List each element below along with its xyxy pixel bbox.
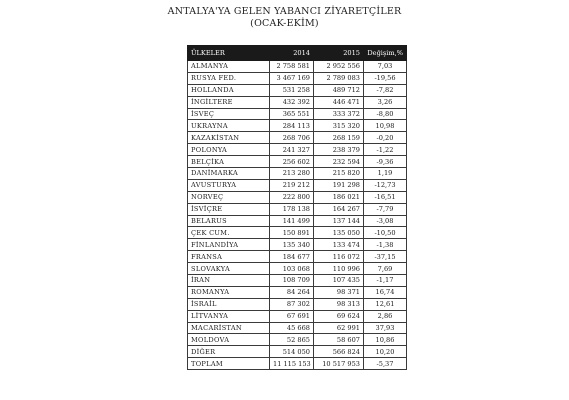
cell-2015: 135 050 xyxy=(314,227,364,239)
cell-change: -8,80 xyxy=(364,108,407,120)
cell-country: SLOVAKYA xyxy=(188,263,270,275)
table-row xyxy=(188,203,407,215)
cell-2015: 566 824 xyxy=(314,346,364,358)
title-line-period: (OCAK-EKİM) xyxy=(250,18,319,29)
table-row xyxy=(188,298,407,310)
cell-2014: 87 302 xyxy=(270,298,314,310)
cell-country: AVUSTURYA xyxy=(188,179,270,191)
cell-2015: 268 159 xyxy=(314,132,364,144)
cell-change: -7,79 xyxy=(364,203,407,215)
cell-2014: 184 677 xyxy=(270,251,314,263)
cell-2015: 2 952 556 xyxy=(314,61,364,73)
cell-change: -5,37 xyxy=(364,358,407,370)
header-change: Değişim,% xyxy=(364,46,407,61)
table-row xyxy=(188,286,407,298)
table-row xyxy=(188,215,407,227)
cell-2014: 514 050 xyxy=(270,346,314,358)
cell-2015: 107 435 xyxy=(314,275,364,287)
cell-change: -10,50 xyxy=(364,227,407,239)
cell-country: FİNLANDİYA xyxy=(188,239,270,251)
cell-change: -12,73 xyxy=(364,179,407,191)
cell-change: 7,03 xyxy=(364,61,407,73)
cell-change: -37,15 xyxy=(364,251,407,263)
table-row xyxy=(188,96,407,108)
cell-2015: 10 517 953 xyxy=(314,358,364,370)
cell-country: MACARİSTAN xyxy=(188,322,270,334)
cell-2014: 108 709 xyxy=(270,275,314,287)
cell-2015: 215 820 xyxy=(314,168,364,180)
header-year-2015: 2015 xyxy=(314,46,364,61)
cell-change: 12,61 xyxy=(364,298,407,310)
cell-country: İRAN xyxy=(188,275,270,287)
cell-change: -0,20 xyxy=(364,132,407,144)
cell-country: İNGİLTERE xyxy=(188,96,270,108)
cell-change: 2,86 xyxy=(364,310,407,322)
table-row xyxy=(188,251,407,263)
cell-2015: 315 320 xyxy=(314,120,364,132)
cell-2014: 135 340 xyxy=(270,239,314,251)
cell-country: FRANSA xyxy=(188,251,270,263)
title-line-main: ANTALYA'YA GELEN YABANCI ZİYARETÇİLER xyxy=(167,6,402,17)
cell-2014: 103 068 xyxy=(270,263,314,275)
cell-change: 10,20 xyxy=(364,346,407,358)
cell-2014: 3 467 169 xyxy=(270,72,314,84)
cell-2015: 191 298 xyxy=(314,179,364,191)
cell-change: 10,98 xyxy=(364,120,407,132)
cell-change: -9,36 xyxy=(364,156,407,168)
table-row xyxy=(188,346,407,358)
cell-2014: 241 327 xyxy=(270,144,314,156)
table-header xyxy=(188,46,407,61)
cell-change: -16,51 xyxy=(364,191,407,203)
cell-2014: 432 392 xyxy=(270,96,314,108)
cell-country: POLONYA xyxy=(188,144,270,156)
cell-2014: 52 865 xyxy=(270,334,314,346)
table-row xyxy=(188,132,407,144)
table-row xyxy=(188,191,407,203)
table-row xyxy=(188,239,407,251)
cell-2014: 84 264 xyxy=(270,286,314,298)
cell-2014: 213 280 xyxy=(270,168,314,180)
table-row xyxy=(188,179,407,191)
cell-2015: 186 021 xyxy=(314,191,364,203)
cell-country: DİĞER xyxy=(188,346,270,358)
cell-country: LİTVANYA xyxy=(188,310,270,322)
table-row xyxy=(188,84,407,96)
table-row xyxy=(188,168,407,180)
table-row xyxy=(188,263,407,275)
table-row xyxy=(188,310,407,322)
cell-2014: 45 668 xyxy=(270,322,314,334)
header-countries: ÜLKELER xyxy=(188,46,270,61)
cell-2014: 268 706 xyxy=(270,132,314,144)
cell-change: 37,93 xyxy=(364,322,407,334)
cell-change: -1,22 xyxy=(364,144,407,156)
cell-2014: 141 499 xyxy=(270,215,314,227)
table-row xyxy=(188,322,407,334)
cell-country: DANİMARKA xyxy=(188,168,270,180)
cell-country: RUSYA FED. xyxy=(188,72,270,84)
cell-2015: 98 371 xyxy=(314,286,364,298)
header-year-2014: 2014 xyxy=(270,46,314,61)
cell-2014: 219 212 xyxy=(270,179,314,191)
cell-country: NORVEÇ xyxy=(188,191,270,203)
cell-2015: 2 789 083 xyxy=(314,72,364,84)
cell-country: İSVİÇRE xyxy=(188,203,270,215)
cell-2015: 133 474 xyxy=(314,239,364,251)
cell-2015: 446 471 xyxy=(314,96,364,108)
cell-change: 10,86 xyxy=(364,334,407,346)
cell-2014: 11 115 153 xyxy=(270,358,314,370)
cell-change: -1,17 xyxy=(364,275,407,287)
cell-2015: 69 624 xyxy=(314,310,364,322)
cell-change: 1,19 xyxy=(364,168,407,180)
cell-country: ROMANYA xyxy=(188,286,270,298)
cell-country: UKRAYNA xyxy=(188,120,270,132)
cell-2015: 58 607 xyxy=(314,334,364,346)
cell-change: 7,69 xyxy=(364,263,407,275)
cell-change: -1,38 xyxy=(364,239,407,251)
cell-2014: 256 602 xyxy=(270,156,314,168)
table-row xyxy=(188,61,407,73)
cell-2014: 531 258 xyxy=(270,84,314,96)
cell-country: KAZAKİSTAN xyxy=(188,132,270,144)
cell-change: 16,74 xyxy=(364,286,407,298)
cell-country: ALMANYA xyxy=(188,61,270,73)
cell-country: BELÇİKA xyxy=(188,156,270,168)
visitor-statistics-table xyxy=(187,45,407,370)
cell-country: HOLLANDA xyxy=(188,84,270,96)
cell-2014: 284 113 xyxy=(270,120,314,132)
cell-2015: 98 313 xyxy=(314,298,364,310)
table-row xyxy=(188,358,407,370)
table-body xyxy=(188,61,407,370)
cell-2015: 62 991 xyxy=(314,322,364,334)
table-row xyxy=(188,120,407,132)
cell-country: BELARUS xyxy=(188,215,270,227)
cell-2015: 110 996 xyxy=(314,263,364,275)
document-title xyxy=(0,6,569,30)
cell-change: -3,08 xyxy=(364,215,407,227)
cell-country: ÇEK CUM. xyxy=(188,227,270,239)
cell-change: -19,56 xyxy=(364,72,407,84)
cell-2015: 164 267 xyxy=(314,203,364,215)
table-row xyxy=(188,144,407,156)
cell-2014: 67 691 xyxy=(270,310,314,322)
table-row xyxy=(188,275,407,287)
cell-2015: 333 372 xyxy=(314,108,364,120)
cell-2014: 178 138 xyxy=(270,203,314,215)
table-row xyxy=(188,72,407,84)
table-row xyxy=(188,156,407,168)
cell-country: MOLDOVA xyxy=(188,334,270,346)
table-row xyxy=(188,334,407,346)
header-row xyxy=(188,46,407,61)
cell-2015: 116 072 xyxy=(314,251,364,263)
cell-2014: 222 800 xyxy=(270,191,314,203)
cell-2014: 2 758 581 xyxy=(270,61,314,73)
cell-2015: 137 144 xyxy=(314,215,364,227)
cell-change: -7,82 xyxy=(364,84,407,96)
cell-2014: 150 891 xyxy=(270,227,314,239)
cell-2015: 238 379 xyxy=(314,144,364,156)
cell-2015: 489 712 xyxy=(314,84,364,96)
cell-country: İSVEÇ xyxy=(188,108,270,120)
table-row xyxy=(188,227,407,239)
cell-change: 3,26 xyxy=(364,96,407,108)
cell-country: İSRAİL xyxy=(188,298,270,310)
cell-2015: 232 594 xyxy=(314,156,364,168)
cell-country: TOPLAM xyxy=(188,358,270,370)
table-row xyxy=(188,108,407,120)
cell-2014: 365 551 xyxy=(270,108,314,120)
